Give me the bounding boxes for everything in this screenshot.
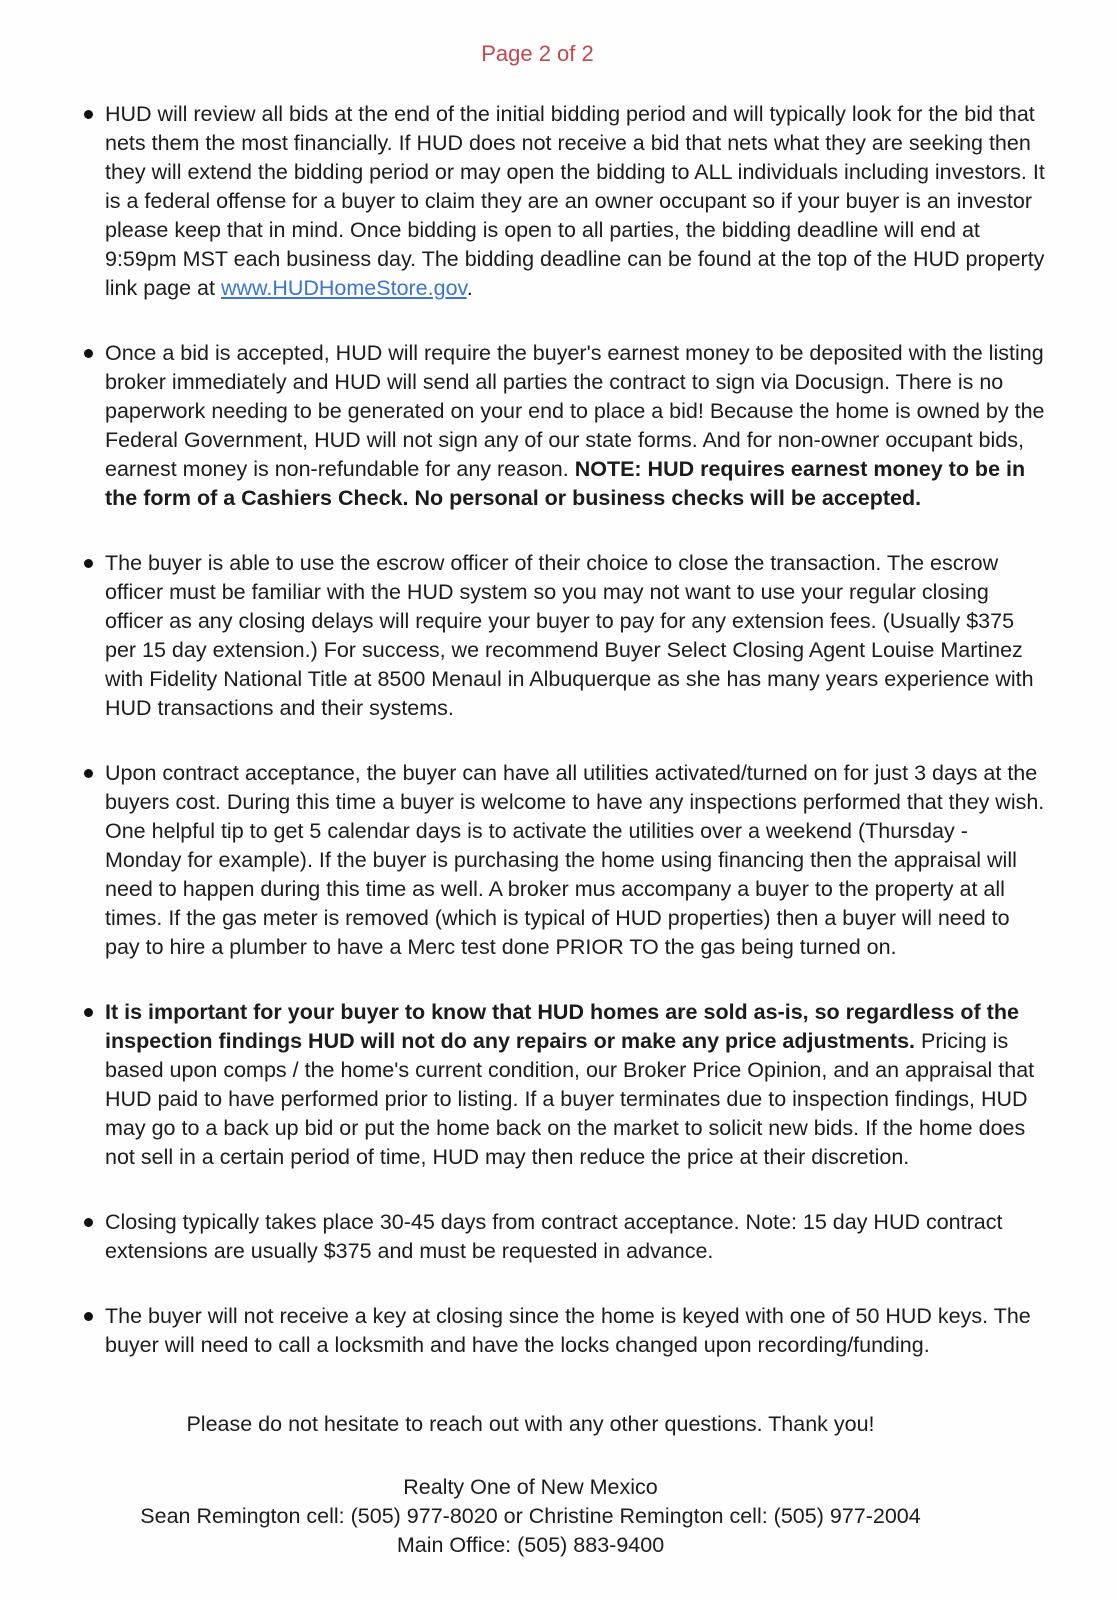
closing-message: Please do not hesitate to reach out with any other questions. Thank you!	[186, 1412, 875, 1436]
bullet-text: Closing typically takes place 30-45 days from contract acceptance. Note: 15 day HUD contract extensions are usually $375 and must be requested in advance.	[105, 1210, 1003, 1263]
bullet-text: Once a bid is accepted, HUD will require the buyer's earnest money to be deposited with the listing broker immediately and HUD will send all parties the contract to sign via Docusign. There is no paperwork needing to be generated on your end to place a bid! Because the home is owned by the Federal Government, HUD will not sign any of our state forms. And for non-owner occupant bids, earnest money is non-refundable for any reason.	[105, 341, 1045, 481]
bullet-text: The buyer will not receive a key at closing since the home is keyed with one of 50 HUD keys. The buyer will need to call a locksmith and have the locks changed upon recording/funding.	[105, 1304, 1031, 1357]
company-name: Realty One of New Mexico	[403, 1475, 658, 1499]
bullet-item	[105, 549, 1050, 723]
bullet-item	[105, 1302, 1050, 1360]
bullet-bold-text: It is important for your buyer to know that HUD homes are sold as-is, so regardless of the inspection findings HUD will not do any repairs or make any price adjustments.	[105, 1000, 1019, 1053]
bullet-bold-text: NOTE: HUD requires earnest money to be in the form of a Cashiers Check. No personal or business checks will be accepted.	[105, 457, 1026, 510]
bullet-text: The buyer is able to use the escrow officer of their choice to close the transaction. The escrow officer must be familiar with the HUD system so you may not want to use your regular closing officer as any closing delays will require your buyer to pay for any extension fees. (Usually $375 per 15 day extension.) For success, we recommend Buyer Select Closing Agent Louise Martinez with Fidelity National Title at 8500 Menaul in Albuquerque as she has many years experience with HUD transactions and their systems.	[105, 551, 1034, 720]
bullet-item	[105, 998, 1050, 1172]
bullet-item	[105, 759, 1050, 962]
bullet-text: .	[466, 276, 473, 300]
bullet-item	[105, 100, 1050, 303]
main-office-phone: Main Office: (505) 883-9400	[396, 1533, 665, 1557]
page-number-header: Page 2 of 2	[481, 41, 594, 66]
bullet-item	[105, 1208, 1050, 1266]
hudhomestore-link[interactable]: www.HUDHomeStore.gov	[220, 276, 467, 300]
bullet-text: Upon contract acceptance, the buyer can have all utilities activated/turned on for just 3 days at the buyers cost. During this time a buyer is welcome to have any inspections performed that they wish. One helpful tip to get 5 calendar days is to activate the utilities over a weekend (Thursday - Monday for example). If the buyer is purchasing the home using financing then the appraisal will need to happen during this time as well. A broker mus accompany a buyer to the property at all times. If the gas meter is removed (which is typical of HUD properties) then a buyer will need to pay to hire a plumber to have a Merc test done PRIOR TO the gas being turned on.	[105, 761, 1045, 959]
bullet-list	[0, 100, 1117, 1360]
bullet-item	[105, 339, 1050, 513]
agent-contacts: Sean Remington cell: (505) 977-8020 or Christine Remington cell: (505) 977-2004	[140, 1504, 921, 1528]
footer	[0, 1410, 1117, 1560]
bullet-text: HUD will review all bids at the end of the initial bidding period and will typically look for the bid that nets them the most financially. If HUD does not receive a bid that nets what they are seeking then they will extend the bidding period or may open the bidding to ALL individuals including investors. It is a federal offense for a buyer to claim they are an owner occupant so if your buyer is an investor please keep that in mind. Once bidding is open to all parties, the bidding deadline will end at 9:59pm MST each business day. The bidding deadline can be found at the top of the HUD property link page at	[105, 102, 1045, 300]
bullet-text: Pricing is based upon comps / the home's current condition, our Broker Price Opinion, and an appraisal that HUD paid to have performed prior to listing. If a buyer terminates due to inspection findings, HUD may go to a back up bid or put the home back on the market to solicit new bids. If the home does not sell in a certain period of time, HUD may then reduce the price at their discretion.	[105, 1029, 1035, 1169]
